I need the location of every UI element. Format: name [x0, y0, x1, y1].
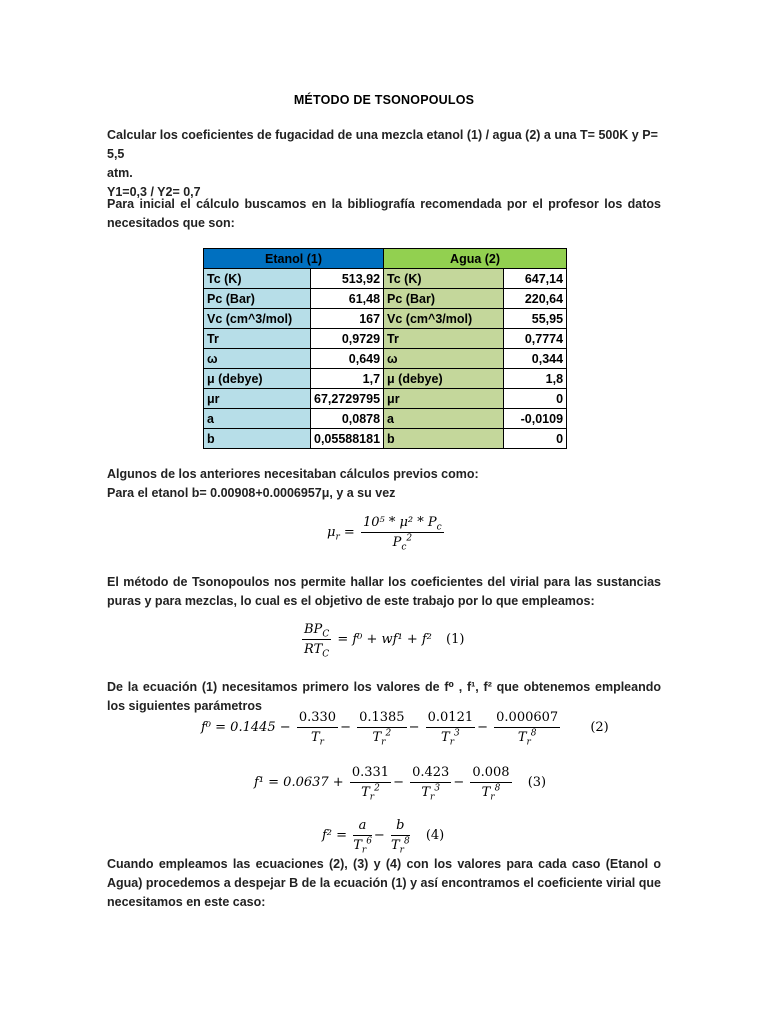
eq-mu-denominator: [361, 533, 444, 553]
table-row: [204, 289, 567, 309]
ethanol-value: 0,05588181: [311, 429, 384, 449]
ethanol-label: b: [204, 429, 311, 449]
table-row: [204, 429, 567, 449]
eq2-term-3: [426, 710, 476, 748]
water-label: a: [384, 409, 504, 429]
ethanol-value: 513,92: [311, 269, 384, 289]
eq-mu-fraction: [361, 515, 444, 553]
eq2-term-2: [357, 710, 407, 748]
eq4-term-1-pow: 6: [366, 836, 372, 847]
ethanol-label: Tc (K): [204, 269, 311, 289]
eq2-term-4-pow: 8: [530, 728, 537, 739]
equation-3: f¹ = 0.0637 + $\frac{0.331}{T_r^2}$ − $\frac{0.423}{T_r^3}$ − $\frac{0.008}{T_r^8}$ (3): [254, 765, 547, 803]
eq2-term-4-sub: r: [526, 737, 531, 748]
eq2-term-3-num: 0.0121: [426, 710, 476, 728]
eq3-term-1-num: 0.331: [350, 765, 391, 783]
data-paragraph: Para inicial el cálculo buscamos en la bibliografía recomendada por el profesor los datos necesitados que son:: [107, 197, 661, 230]
eq1-den-sub: C: [322, 649, 330, 660]
water-value: 0,344: [503, 349, 566, 369]
eq2-lhs: f⁰ = 0.1445 −: [201, 720, 291, 735]
eq3-term-3-sub: r: [490, 792, 495, 803]
eq3-term-2-den: T: [421, 785, 431, 800]
final-paragraph: Cuando empleamos las ecuaciones (2), (3) y (4) con los valores para cada caso (Etanol o Agua) procedemos a despejar B de la ecuación (1) y así encontramos el coeficiente virial que necesitamos en este caso:: [107, 857, 661, 909]
eq-mu-numerator: [361, 515, 444, 533]
eq3-term-1-pow: 2: [374, 783, 380, 794]
eq1-paragraph: De la ecuación (1) necesitamos primero los valores de f⁰ , f¹, f² que obtenemos empleando los siguientes parámetros: [107, 680, 661, 713]
equation-mu-r: [327, 515, 446, 553]
water-label: μ (debye): [384, 369, 504, 389]
eq4-term-2: [390, 818, 410, 856]
eq4-number: (4): [425, 828, 445, 843]
properties-table: [203, 248, 567, 449]
ethanol-label: ω: [204, 349, 311, 369]
header-water: Agua (2): [384, 249, 567, 269]
ethanol-value: 0,9729: [311, 329, 384, 349]
previous-calcs-line-2: Para el etanol b= 0.00908+0.0006957μ, y a su vez: [107, 486, 396, 500]
eq2-term-2-den: T: [372, 730, 382, 745]
eq3-term-2: [410, 765, 451, 803]
eq2-term-1: [297, 710, 338, 748]
eq-mu-den-text: P: [392, 535, 402, 550]
ethanol-value: 61,48: [311, 289, 384, 309]
water-value: 0: [503, 429, 566, 449]
ethanol-value: 67,2729795: [311, 389, 384, 409]
eq4-term-2-den: T: [390, 838, 400, 853]
eq2-term-3-sub: r: [449, 737, 454, 748]
eq-mu-den-sub: c: [401, 542, 407, 553]
water-label: μr: [384, 389, 504, 409]
water-label: Vc (cm^3/mol): [384, 309, 504, 329]
eq4-term-1-num: a: [353, 818, 372, 836]
eq1-fraction: [302, 622, 331, 660]
eq3-term-3-den: T: [481, 785, 491, 800]
ethanol-value: 1,7: [311, 369, 384, 389]
eq2-term-1-num: 0.330: [297, 710, 338, 728]
eq2-term-4-num: 0.000607: [494, 710, 560, 728]
header-ethanol: Etanol (1): [204, 249, 384, 269]
ethanol-label: a: [204, 409, 311, 429]
eq1-num-sub: C: [322, 629, 330, 640]
eq1-den-text: RT: [304, 642, 323, 657]
equation-2: f⁰ = 0.1445 − $\frac{0.330}{T_r}$ − $\frac{0.1385}{T_r^2}$ − $\frac{0.0121}{T_r^3}$ − $\frac{0.000607}{T_r^8}$ (2): [201, 710, 609, 748]
table-row: [204, 409, 567, 429]
equation-1: [300, 622, 465, 660]
water-label: b: [384, 429, 504, 449]
eq2-term-3-pow: 3: [454, 728, 460, 739]
previous-calcs-paragraph: [107, 465, 661, 503]
water-value: 55,95: [503, 309, 566, 329]
eq-mu-equals: =: [343, 525, 355, 540]
water-label: Tr: [384, 329, 504, 349]
water-value: 0: [503, 389, 566, 409]
table-row: [204, 269, 567, 289]
eq3-term-2-pow: 3: [434, 783, 441, 794]
ethanol-label: Vc (cm^3/mol): [204, 309, 311, 329]
intro-line-3: Y1=0,3 / Y2= 0,7: [107, 185, 201, 199]
ethanol-value: 0,0878: [311, 409, 384, 429]
ethanol-value: 0,649: [311, 349, 384, 369]
eq-mu-lhs-sub: r: [335, 532, 340, 543]
eq1-numerator: [302, 622, 331, 640]
water-value: 1,8: [503, 369, 566, 389]
eq4-term-1: [353, 818, 372, 856]
eq3-lhs: f¹ = 0.0637 +: [254, 775, 344, 790]
eq2-number: (2): [590, 720, 609, 735]
intro-line-2: atm.: [107, 166, 133, 180]
equation-4: f² = $\frac{a}{T_r^6}$ − $\frac{b}{T_r^8}$ (4): [322, 818, 445, 856]
eq1-num-text: BP: [304, 622, 323, 637]
previous-calcs-line-1: Algunos de los anteriores necesitaban cálculos previos como:: [107, 467, 479, 481]
water-value: 0,7774: [503, 329, 566, 349]
water-label: Tc (K): [384, 269, 504, 289]
ethanol-value: 167: [311, 309, 384, 329]
eq2-term-2-pow: 2: [385, 728, 392, 739]
eq3-term-1-sub: r: [369, 792, 375, 803]
eq3-term-3-num: 0.008: [470, 765, 511, 783]
eq3-term-2-num: 0.423: [410, 765, 451, 783]
page-title: MÉTODO DE TSONOPOULOS: [293, 93, 475, 107]
eq2-term-1-sub: r: [319, 737, 324, 748]
water-value: 647,14: [503, 269, 566, 289]
eq3-term-1: [350, 765, 391, 803]
table-header-row: [204, 249, 567, 269]
eq2-term-2-num: 0.1385: [357, 710, 407, 728]
eq2-term-2-sub: r: [381, 737, 386, 748]
eq3-term-2-sub: r: [430, 792, 435, 803]
eq2-term-4-den: T: [517, 730, 527, 745]
method-paragraph: El método de Tsonopoulos nos permite hallar los coeficientes del virial para las sustancias puras y para mezclas, lo cual es el objetivo de este trabajo por lo que empleamos:: [107, 575, 661, 608]
eq1-rhs: = f⁰ + wf¹ + f²: [337, 632, 432, 647]
ethanol-label: μ (debye): [204, 369, 311, 389]
eq-mu-num-sub: c: [436, 522, 442, 533]
eq4-term-2-num: b: [391, 818, 410, 836]
eq4-term-1-den: T: [353, 838, 362, 853]
eq3-term-3-pow: 8: [494, 783, 501, 794]
water-value: 220,64: [503, 289, 566, 309]
ethanol-label: Pc (Bar): [204, 289, 311, 309]
table-row: [204, 369, 567, 389]
eq4-term-2-pow: 8: [403, 836, 410, 847]
eq2-term-4: [494, 710, 560, 748]
water-value: -0,0109: [503, 409, 566, 429]
eq1-number: (1): [446, 632, 465, 647]
table-row: [204, 389, 567, 409]
eq-mu-lhs: μ: [327, 525, 336, 540]
table-row: [204, 329, 567, 349]
water-label: ω: [384, 349, 504, 369]
eq2-term-3-den: T: [441, 730, 450, 745]
eq3-number: (3): [527, 775, 547, 790]
water-label: Pc (Bar): [384, 289, 504, 309]
eq-mu-num-text: 10⁵ * μ² * P: [362, 515, 437, 530]
intro-paragraph: [107, 126, 661, 202]
eq2-term-1-den: T: [310, 730, 320, 745]
table-row: [204, 349, 567, 369]
eq-mu-den-sup: 2: [406, 533, 413, 544]
ethanol-label: Tr: [204, 329, 311, 349]
eq1-denominator: [302, 640, 331, 660]
eq4-term-1-sub: r: [361, 845, 367, 856]
ethanol-label: μr: [204, 389, 311, 409]
eq3-term-1-den: T: [361, 785, 370, 800]
table-row: [204, 309, 567, 329]
eq3-term-3: [470, 765, 511, 803]
eq4-term-2-sub: r: [399, 845, 404, 856]
eq4-lhs: f² =: [322, 828, 348, 843]
intro-line-1: Calcular los coeficientes de fugacidad de una mezcla etanol (1) / agua (2) a una T= 500K y P= 5,5: [107, 128, 658, 161]
